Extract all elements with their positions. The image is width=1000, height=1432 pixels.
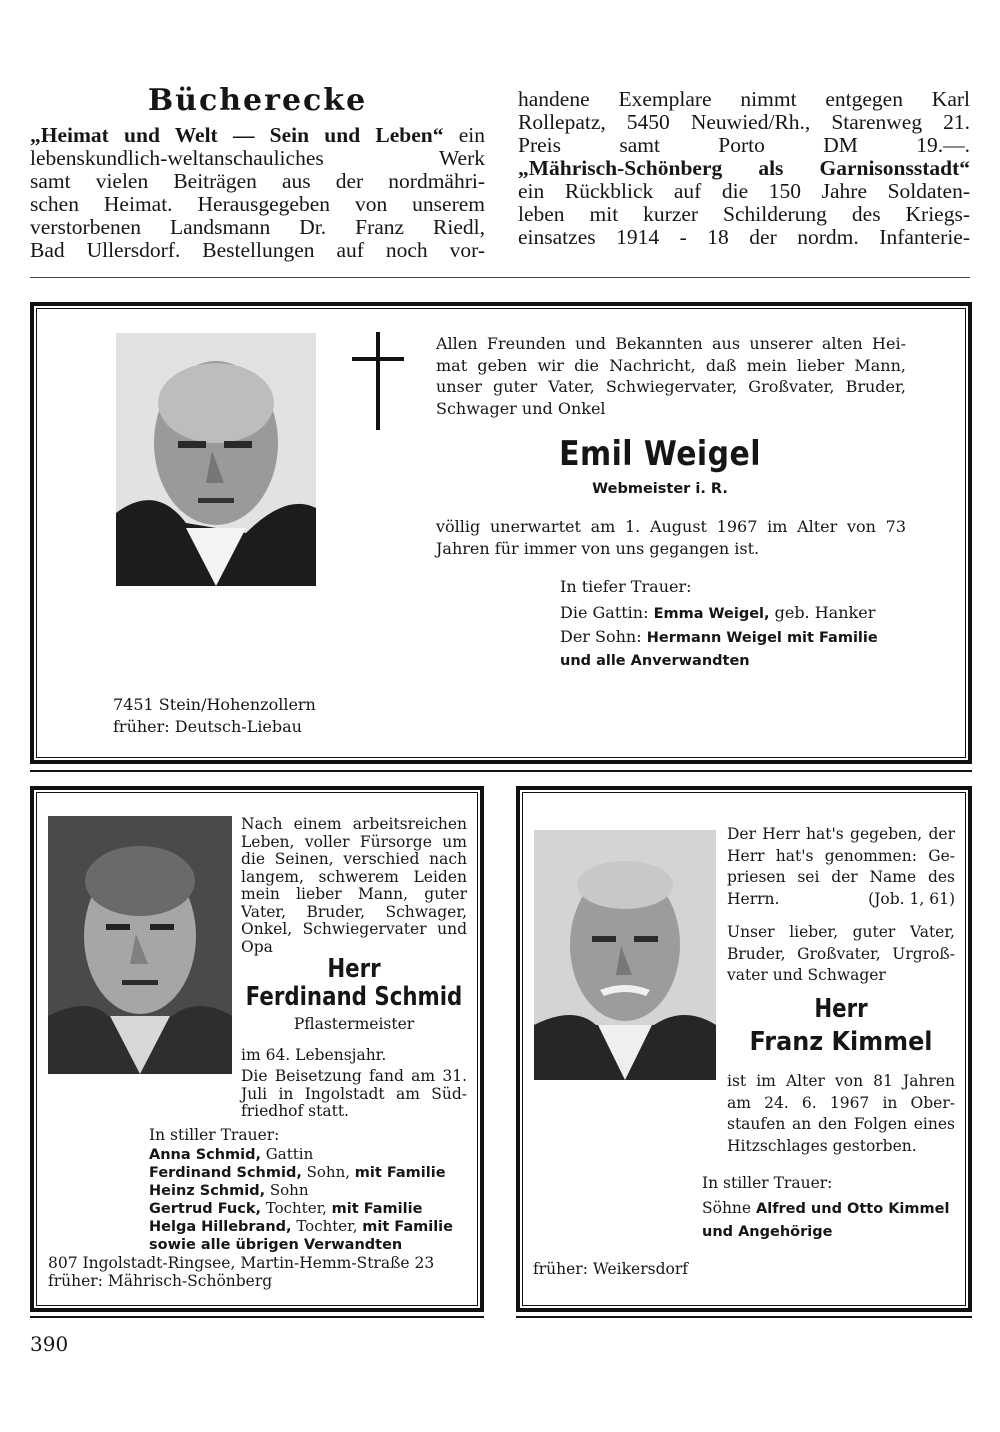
address-schmid [48, 1254, 468, 1290]
line-text: schen Heimat. Herausgegeben von unserem [30, 192, 485, 216]
mourners-sons-kimmel: Alfred und Otto Kimmel [756, 1201, 950, 1217]
mourner-relation: Gattin [261, 1145, 314, 1163]
line-text: Bad Ullersdorf. Bestellungen auf noch vor- [30, 238, 485, 262]
text-line: 7451 Stein/Hohenzollern [113, 695, 316, 714]
bold-title: „Heimat und Welt — Sein und Leben“ [30, 123, 444, 147]
line-text: lebenskundlich-weltanschauliches Werk [30, 146, 485, 170]
mourner-name: Gertrud Fuck, [149, 1201, 261, 1217]
text-line: früher: Deutsch-Liebau [113, 716, 302, 736]
mourner-line [149, 1236, 469, 1254]
text-line: Unser lieber, guter Vater, [727, 923, 955, 941]
page-number: 390 [30, 1332, 69, 1356]
deceased-title-schmid: Pflastermeister [293, 1015, 415, 1033]
column-line [30, 239, 485, 262]
mourner-name: Heinz Schmid, [149, 1183, 266, 1199]
obituary-intro-schmid [241, 816, 467, 956]
text-line: Hitzschlages gestorben. [727, 1136, 917, 1155]
line-text: samt vielen Beiträgen aus der nordmähri- [30, 169, 485, 193]
section-heading: Bücherecke [147, 83, 368, 118]
mourners-pre-kimmel: Söhne [702, 1199, 757, 1217]
death-notice-weigel [436, 516, 906, 559]
text-line: Leben, voller Fürsorge um [241, 832, 467, 851]
text-line: unser guter Vater, Schwiegervater, Großvater, Bruder, [436, 377, 906, 396]
mourner-line [560, 626, 920, 650]
text-line: vater und Schwager [727, 966, 886, 984]
quote-last-row [727, 889, 955, 911]
text-line: mein lieber Mann, guter [241, 885, 467, 903]
portrait-photo-weigel [116, 333, 316, 586]
title-herr-schmid: Herr [327, 954, 381, 984]
obituary-intro-kimmel [727, 922, 955, 987]
text-line: priesen sei der Name des [727, 868, 955, 886]
obituary-intro-weigel [436, 333, 906, 419]
line-text: leben mit kurzer Schilderung des Kriegs- [518, 202, 970, 226]
rule-under-kimmel [516, 1316, 972, 1318]
section-divider [30, 277, 970, 278]
deceased-name-weigel: Emil Weigel [559, 434, 761, 474]
left-column-text [30, 124, 485, 262]
mourner-name: Anna Schmid, [149, 1147, 262, 1163]
text-line: Die Beisetzung fand am 31. [241, 1067, 467, 1085]
title-herr-kimmel: Herr [814, 994, 868, 1024]
column-line [518, 111, 970, 134]
text-line: völlig unerwartet am 1. August 1967 im Alter von 73 [436, 517, 906, 536]
mourner-name: sowie alle übrigen Verwandten [149, 1237, 403, 1253]
address-weigel [113, 694, 433, 737]
text-line: friedhof statt. [241, 1102, 349, 1120]
line-text: einsatzes 1914 - 18 der nordm. Infanterie- [518, 225, 970, 249]
mourner-relation: Sohn, [301, 1163, 355, 1181]
portrait-photo-kimmel [534, 830, 716, 1080]
mourner-name: Ferdinand Schmid, [149, 1165, 302, 1181]
text-line: die Seinen, verschied nach [241, 850, 467, 868]
rule-under-weigel [30, 770, 972, 772]
text-line: ist im Alter von 81 Jahren [727, 1072, 955, 1090]
column-line [30, 124, 485, 147]
deceased-name-kimmel: Franz Kimmel [749, 1027, 933, 1057]
line-text: ein Rückblick auf die 150 Jahre Soldaten- [518, 179, 970, 203]
mourner-line [560, 649, 920, 673]
text-line: Herr hat's genommen: Ge- [727, 846, 955, 865]
column-line [518, 180, 970, 203]
mourning-label-kimmel: In stiller Trauer: [702, 1174, 833, 1192]
column-right [518, 88, 970, 249]
text-line: Bruder, Großvater, Urgroß- [727, 944, 955, 963]
mourner-name: Helga Hillebrand, [149, 1219, 292, 1235]
mourners-list-schmid [149, 1146, 469, 1254]
mourning-label-schmid: In stiller Trauer: [149, 1126, 280, 1144]
death-notice-kimmel [727, 1071, 955, 1157]
column-line [30, 193, 485, 216]
column-line [30, 216, 485, 239]
age-schmid: im 64. Lebensjahr. [241, 1046, 387, 1064]
cross-icon-bar [352, 357, 404, 361]
mourner-relation: Die Gattin: [560, 603, 654, 622]
mourner-relation: Tochter, [291, 1217, 363, 1235]
column-line [518, 134, 970, 157]
mourner-line [149, 1218, 469, 1236]
mourner-line [149, 1146, 469, 1164]
mourner-note: geb. Hanker [769, 603, 876, 622]
column-left [30, 84, 485, 262]
column-line [518, 226, 970, 249]
column-line [30, 170, 485, 193]
mourner-relation: Tochter, [260, 1199, 332, 1217]
mourner-family: mit Familie [331, 1201, 423, 1217]
mourner-name: und alle Anverwandten [560, 653, 750, 669]
mourning-label-weigel: In tiefer Trauer: [560, 577, 692, 596]
cross-icon [376, 332, 380, 430]
mourner-line [149, 1200, 469, 1218]
line-text: verstorbenen Landsmann Dr. Franz Riedl, [30, 215, 485, 239]
column-line [518, 203, 970, 226]
text-line: mat geben wir die Nachricht, daß mein lieber Mann, [436, 355, 906, 375]
deceased-name-schmid: Ferdinand Schmid [245, 982, 463, 1012]
mourner-line [149, 1164, 469, 1182]
text-line: 807 Ingolstadt-Ringsee, Martin-Hemm-Straße 23 [48, 1254, 435, 1272]
line-text: handene Exemplare nimmt entgegen Karl [518, 87, 970, 111]
text-line: Nach einem arbeitsreichen [241, 815, 467, 833]
mourner-family: mit Familie [354, 1165, 446, 1181]
text-line: Jahren für immer von uns gegangen ist. [436, 538, 760, 558]
text-line: Schwager und Onkel [436, 398, 606, 418]
text-line: langem, schwerem Leiden [241, 867, 467, 886]
portrait-photo-schmid [48, 816, 232, 1074]
quote-end: Herrn. [727, 889, 780, 908]
column-line [30, 147, 485, 170]
mourner-family: mit Familie [362, 1219, 453, 1235]
text-line: Opa [241, 937, 273, 956]
mourner-relation: Der Sohn: [560, 626, 647, 646]
mourner-relation: Sohn [265, 1181, 309, 1199]
quote-citation: (Job. 1, 61) [868, 889, 955, 908]
line-text: Preis samt Porto DM 19.—. [518, 133, 970, 157]
text-line: Juli in Ingolstadt am Süd- [241, 1084, 467, 1103]
mourners-list-weigel [560, 602, 920, 673]
mourner-line [560, 602, 920, 626]
deceased-title-weigel: Webmeister i. R. [592, 481, 728, 497]
mourner-name: Emma Weigel, [653, 606, 770, 622]
rule-under-schmid [30, 1316, 484, 1318]
text-line: Der Herr hat's gegeben, der [727, 825, 955, 843]
line-text: ein [443, 123, 485, 147]
mourner-name: Hermann Weigel mit Familie [646, 629, 878, 646]
text-line: Allen Freunden und Bekannten aus unserer alten Hei- [436, 334, 906, 353]
text-line: Vater, Bruder, Schwager, [241, 902, 467, 921]
mourner-line [149, 1182, 469, 1200]
bold-title: „Mährisch-Schönberg als Garnisonsstadt“ [518, 156, 970, 180]
text-line: früher: Mährisch-Schönberg [48, 1272, 273, 1290]
text-line: am 24. 6. 1967 in Ober- [727, 1093, 955, 1112]
column-line [518, 88, 970, 111]
mourners-relatives-kimmel: und Angehörige [702, 1223, 833, 1240]
line-text: Rollepatz, 5450 Neuwied/Rh., Starenweg 21. [518, 110, 970, 134]
text-line: staufen an den Folgen eines [727, 1115, 955, 1133]
mourners-kimmel [702, 1198, 962, 1243]
right-column-text [518, 88, 970, 249]
address-kimmel: früher: Weikersdorf [533, 1260, 688, 1278]
text-line: Onkel, Schwiegervater und [241, 920, 467, 938]
column-line [518, 157, 970, 180]
bible-quote-kimmel [727, 824, 955, 910]
burial-notice-schmid [241, 1068, 467, 1121]
